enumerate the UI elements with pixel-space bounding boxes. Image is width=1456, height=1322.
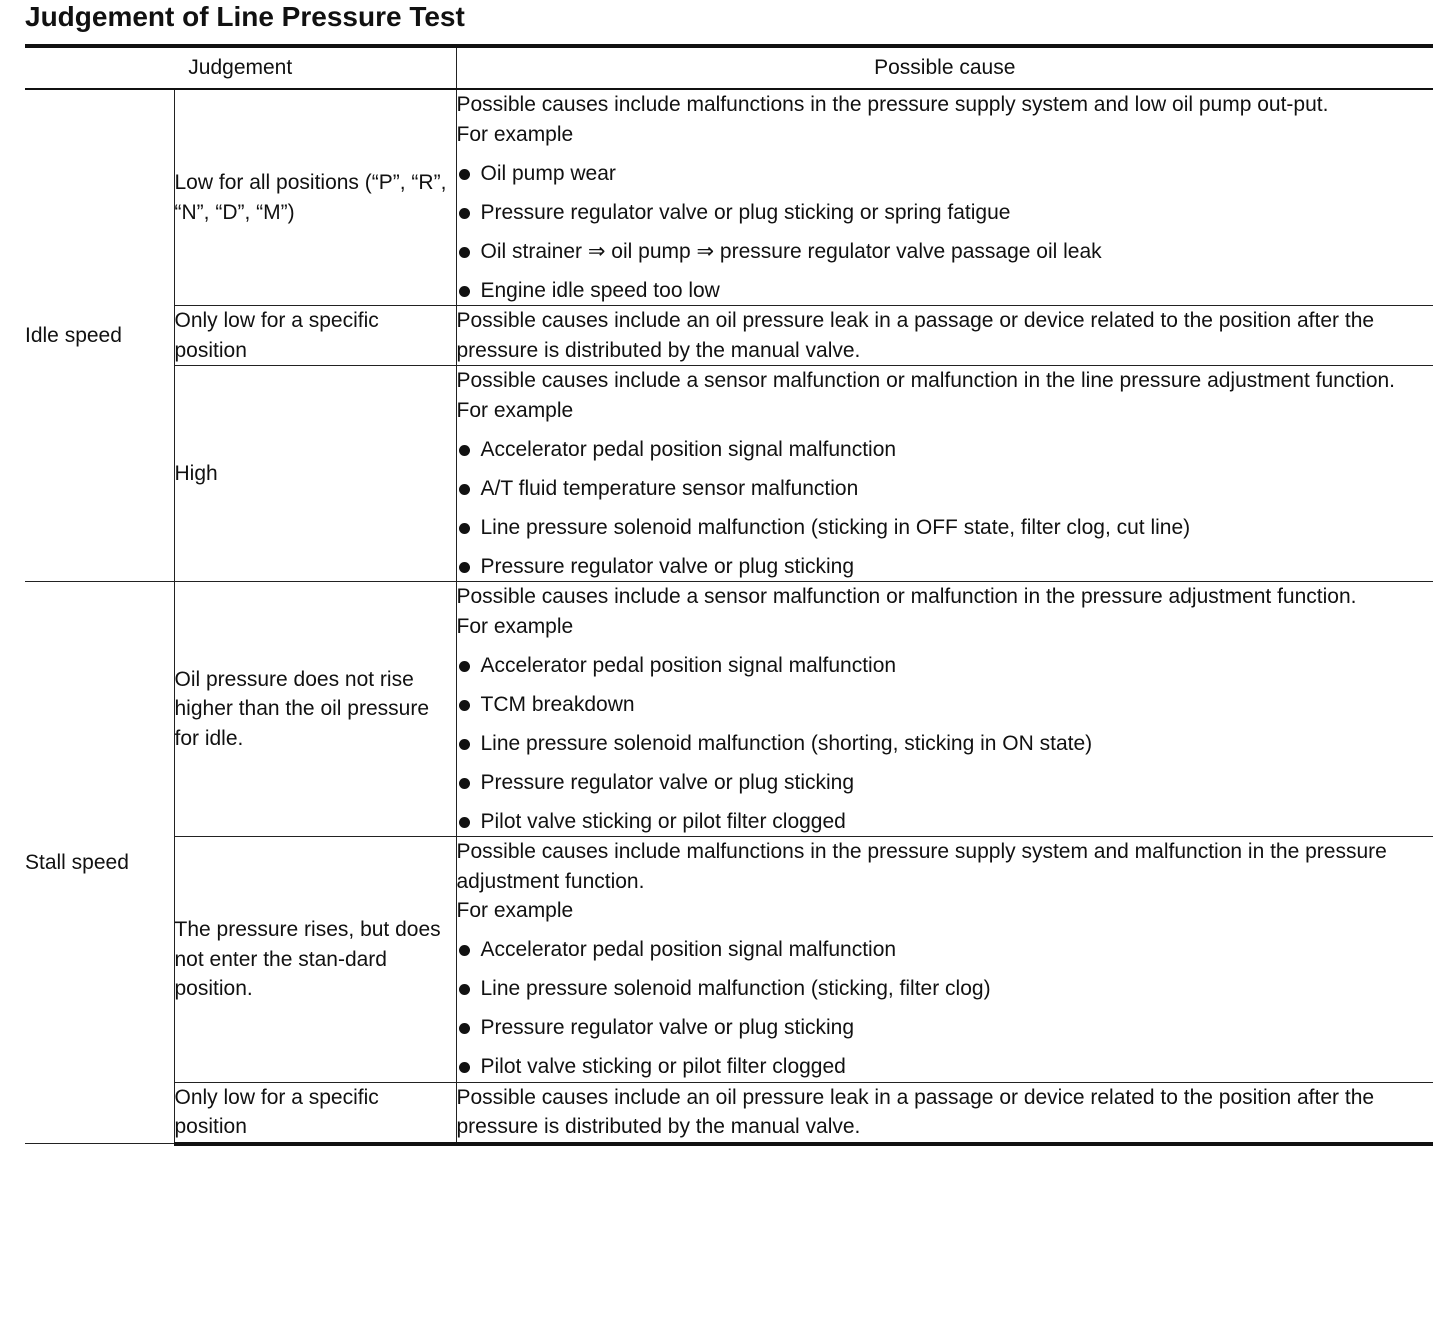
- table-row: [25, 1082, 1433, 1144]
- list-item: Pilot valve sticking or pilot filter clogged: [457, 1052, 1434, 1082]
- list-item: Accelerator pedal position signal malfunction: [457, 651, 1434, 681]
- cause-list: [457, 935, 1434, 1082]
- page-title: Judgement of Line Pressure Test: [25, 1, 465, 32]
- cause-example-label: For example: [456, 122, 574, 146]
- judgement-header: Judgement: [25, 46, 456, 89]
- cause-cell: [456, 837, 1433, 1083]
- condition-cell: Only low for a specific position: [174, 306, 456, 366]
- group-label-stall-speed: Stall speed: [25, 582, 174, 1144]
- list-item: Accelerator pedal position signal malfunction: [457, 435, 1434, 465]
- condition-cell: Only low for a specific position: [174, 1082, 456, 1144]
- cause-list: [457, 435, 1434, 582]
- cause-intro: Possible causes include an oil pressure leak in a passage or device related to the position after the pressure is distributed by the manual valve.: [456, 309, 1375, 362]
- condition-cell: High: [174, 366, 456, 582]
- cause-cell: [456, 306, 1433, 366]
- cause-intro: Possible causes include an oil pressure leak in a passage or device related to the position after the pressure is distributed by the manual valve.: [456, 1085, 1375, 1138]
- table-row: [25, 837, 1433, 1083]
- table-row: [25, 89, 1433, 306]
- cause-intro: Possible causes include malfunctions in the pressure supply system and low oil pump out-put.: [456, 93, 1329, 116]
- condition-cell: Oil pressure does not rise higher than the oil pressure for idle.: [174, 582, 456, 837]
- list-item: Oil strainer ⇒ oil pump ⇒ pressure regulator valve passage oil leak: [457, 237, 1434, 267]
- list-item: Oil pump wear: [457, 159, 1434, 189]
- condition-cell: The pressure rises, but does not enter the stan-dard position.: [174, 837, 456, 1083]
- possible-cause-header: Possible cause: [456, 46, 1433, 89]
- cause-cell: [456, 582, 1433, 837]
- list-item: Pressure regulator valve or plug sticking: [457, 552, 1434, 582]
- list-item: A/T fluid temperature sensor malfunction: [457, 474, 1434, 504]
- cause-list: [457, 651, 1434, 837]
- table-row: [25, 366, 1433, 582]
- group-label-idle-speed: Idle speed: [25, 89, 174, 582]
- list-item: Pressure regulator valve or plug sticking: [457, 768, 1434, 798]
- cause-list: [457, 159, 1434, 306]
- list-item: Pressure regulator valve or plug sticking: [457, 1013, 1434, 1043]
- judgement-table: [25, 44, 1433, 1146]
- list-item: Line pressure solenoid malfunction (sticking in OFF state, filter clog, cut line): [457, 513, 1434, 543]
- table-header-row: [25, 46, 1433, 89]
- cause-cell: [456, 1082, 1433, 1144]
- table-row: [25, 306, 1433, 366]
- list-item: Engine idle speed too low: [457, 276, 1434, 306]
- cause-example-label: For example: [456, 614, 574, 638]
- cause-cell: [456, 366, 1433, 582]
- list-item: Pressure regulator valve or plug sticking or spring fatigue: [457, 198, 1434, 228]
- cause-intro: Possible causes include a sensor malfunction or malfunction in the pressure adjustment function.: [456, 585, 1357, 608]
- cause-intro: Possible causes include a sensor malfunction or malfunction in the line pressure adjustment function.: [456, 369, 1396, 392]
- table-row: [25, 582, 1433, 837]
- cause-example-label: For example: [456, 398, 574, 422]
- list-item: Pilot valve sticking or pilot filter clogged: [457, 807, 1434, 837]
- cause-cell: [456, 89, 1433, 306]
- cause-example-label: For example: [456, 899, 574, 922]
- cause-intro: Possible causes include malfunctions in the pressure supply system and malfunction in the pressure adjustment function.: [456, 840, 1387, 893]
- condition-cell: Low for all positions (“P”, “R”, “N”, “D”, “M”): [174, 89, 456, 306]
- list-item: TCM breakdown: [457, 690, 1434, 720]
- list-item: Line pressure solenoid malfunction (shorting, sticking in ON state): [457, 729, 1434, 759]
- list-item: Line pressure solenoid malfunction (sticking, filter clog): [457, 974, 1434, 1004]
- list-item: Accelerator pedal position signal malfunction: [457, 935, 1434, 965]
